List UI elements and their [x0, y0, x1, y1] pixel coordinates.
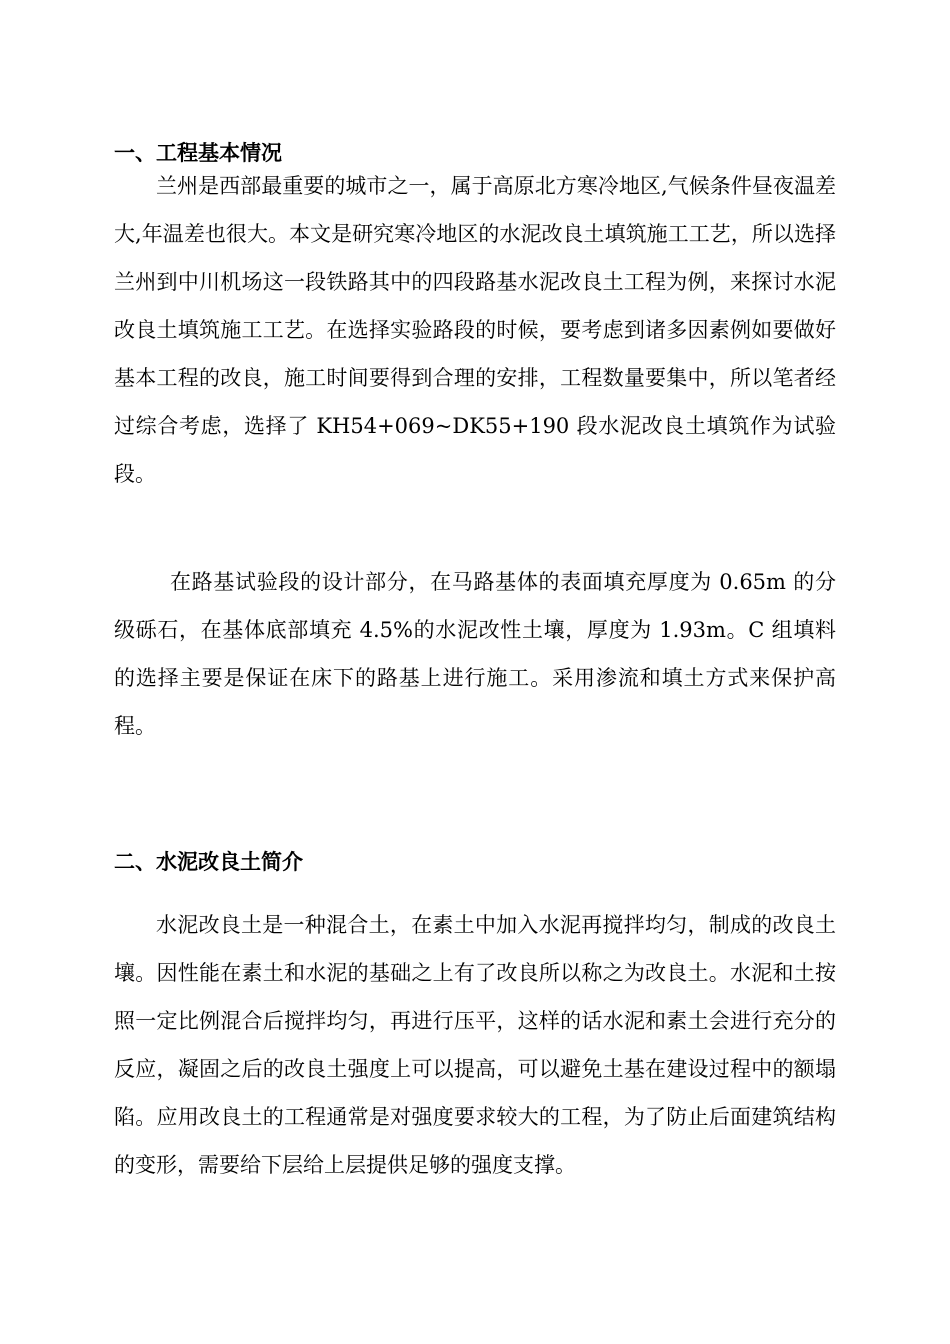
section-1-paragraph-2: 在路基试验段的设计部分，在马路基体的表面填充厚度为 0.65m 的分级砾石，在基体底部填充 4.5%的水泥改性土壤，厚度为 1.93m。C 组填料的选择主要是保证在床下的路基上进行施工。采用渗流和填土方式来保护高程。 — [114, 570, 836, 738]
section-heading-2: 二、水泥改良土简介 — [114, 850, 303, 874]
section-2-paragraph-1: 水泥改良土是一种混合土，在素土中加入水泥再搅拌均匀，制成的改良土壤。因性能在素土和水泥的基础之上有了改良所以称之为改良土。水泥和土按照一定比例混合后搅拌均匀，再进行压平，这样的话水泥和素土会进行充分的反应，凝固之后的改良土强度上可以提高，可以避免土基在建设过程中的额塌陷。应用改良土的工程通常是对强度要求较大的工程，为了防止后面建筑结构的变形，需要给下层给上层提供足够的强度支撑。 — [114, 913, 836, 1177]
section-1-paragraph-1: 兰州是西部最重要的城市之一，属于高原北方寒冷地区,气候条件昼夜温差大,年温差也很大。本文是研究寒冷地区的水泥改良土填筑施工工艺，所以选择兰州到中川机场这一段铁路其中的四段路基水泥改良土工程为例，来探讨水泥改良土填筑施工工艺。在选择实验路段的时候，要考虑到诸多因素例如要做好基本工程的改良，施工时间要得到合理的安排，工程数量要集中，所以笔者经过综合考虑，选择了 KH54+069~DK55+190 段水泥改良土填筑作为试验段。 — [114, 174, 836, 486]
section-heading-1: 一、工程基本情况 — [114, 141, 282, 165]
